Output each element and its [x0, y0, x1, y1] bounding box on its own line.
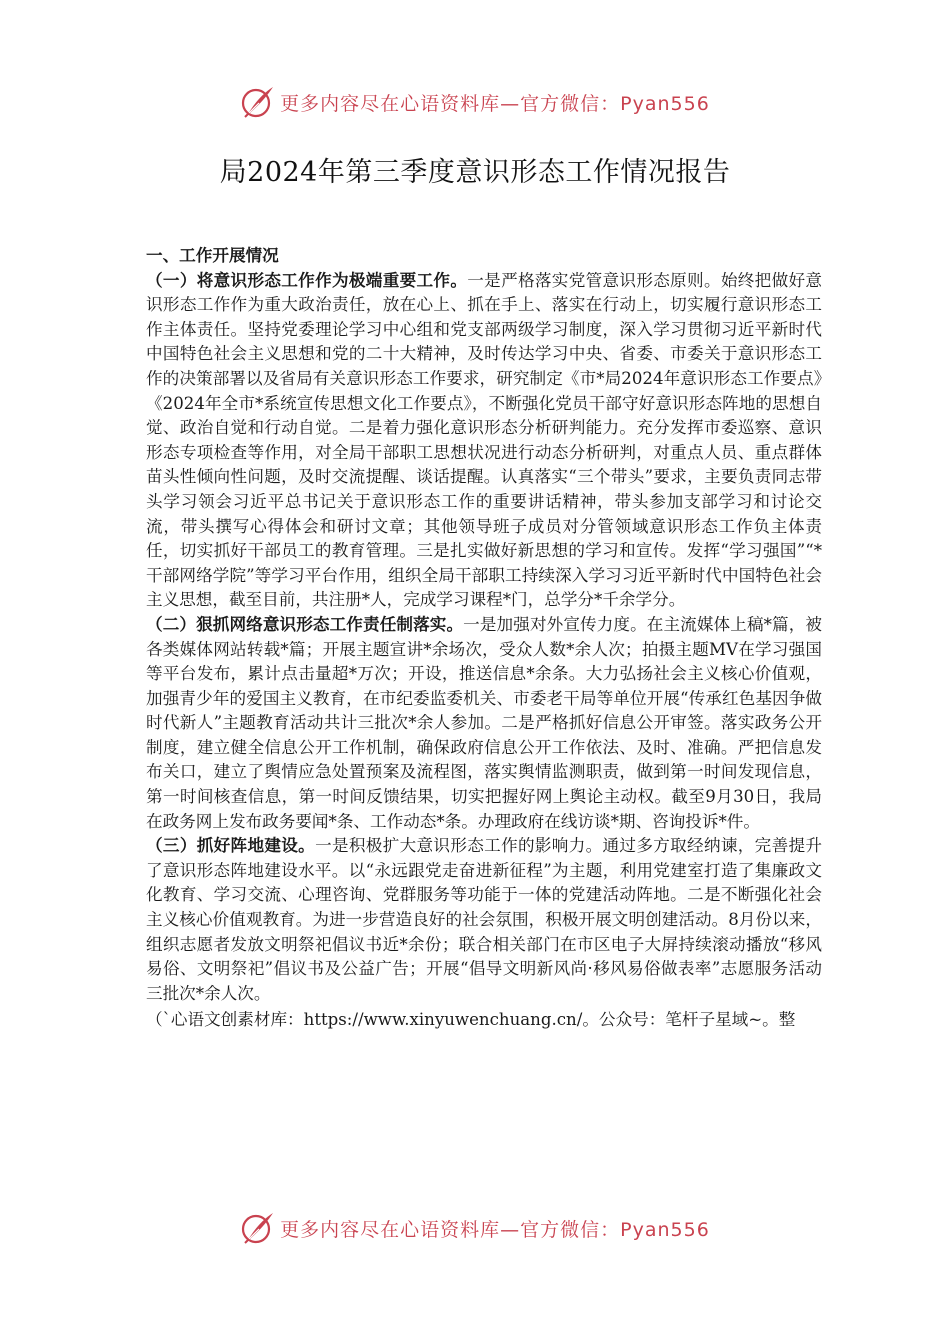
paragraph-3-lead: （三）抓好阵地建设。	[146, 836, 316, 856]
footer-watermark-banner	[0, 1208, 950, 1248]
quill-pen-logo-icon	[240, 1210, 276, 1246]
banner-text: 更多内容尽在心语资料库—官方微信：Pyan556	[280, 1218, 710, 1241]
paragraph-1-lead: （一）将意识形态工作作为极端重要工作。	[146, 270, 468, 290]
document-body	[146, 244, 822, 1033]
paragraph-3-text: 一是积极扩大意识形态工作的影响力。通过多方取经纳谏，完善提升了意识形态阵地建设水平。以“永远跟党走奋进新征程”为主题，利用党建室打造了集廉政文化教育、学习交流、心理咨询、党群服务等功能于一体的党建活动阵地。二是不断强化社会主义核心价值观教育。为进一步营造良好的社会氛围，积极开展文明创建活动。8月份以来，组织志愿者发放文明祭祀倡议书近*余份；联合相关部门在市区电子大屏持续滚动播放“移风易俗、文明祭祀”倡议书及公益广告；开展“倡导文明新风尚·移风易俗做表率”志愿服务活动三批次*余人次。	[146, 836, 822, 1003]
source-note: （`心语文创素材库：https://www.xinyuwenchuang.cn/。公众号：笔杆子星域~。整	[146, 1010, 796, 1030]
section-heading: 一、工作开展情况	[146, 246, 279, 265]
paragraph-2-text: 一是加强对外宣传力度。在主流媒体上稿*篇，被各类媒体网站转载*篇；开展主题宣讲*余场次，受众人数*余人次；拍摄主题MV在学习强国等平台发布，累计点击量超*万次；开设，推送信息*余条。大力弘扬社会主义核心价值观，加强青少年的爱国主义教育，在市纪委监委机关、市委老干局等单位开展“传承红色基因争做时代新人”主题教育活动共计三批次*余人参加。二是严格抓好信息公开审签。落实政务公开制度，建立健全信息公开工作机制，确保政府信息公开工作依法、及时、准确。严把信息发布关口，建立了舆情应急处置预案及流程图，落实舆情监测职责，做到第一时间发现信息，第一时间核查信息，第一时间反馈结果，切实把握好网上舆论主动权。截至9月30日，我局在政务网上发布政务要闻*条、工作动态*条。办理政府在线访谈*期、咨询投诉*件。	[146, 614, 823, 831]
banner-text: 更多内容尽在心语资料库—官方微信：Pyan556	[280, 92, 710, 115]
paragraph-1-text: 一是严格落实党管意识形态原则。始终把做好意识形态工作作为重大政治责任，放在心上、抓在手上、落实在行动上，切实履行意识形态工作主体责任。坚持党委理论学习中心组和党支部两级学习制度，深入学习贯彻习近平新时代中国特色社会主义思想和党的二十大精神，及时传达学习中央、省委、市委关于意识形态工作的决策部署以及省局有关意识形态工作要求，研究制定《市*局2024年意识形态工作要点》《2024年全市*系统宣传思想文化工作要点》，不断强化党员干部守好意识形态阵地的思想自觉、政治自觉和行动自觉。二是着力强化意识形态分析研判能力。充分发挥市委巡察、意识形态专项检查等作用，对全局干部职工思想状况进行动态分析研判，对重点人员、重点群体苗头性倾向性问题，及时交流提醒、谈话提醒。认真落实“三个带头”要求，主要负责同志带头学习领会习近平总书记关于意识形态工作的重要讲话精神，带头参加支部学习和讨论交流，带头撰写心得体会和研讨文章；其他领导班子成员对分管领域意识形态工作负主体责任，切实抓好干部员工的教育管理。三是扎实做好新思想的学习和宣传。发挥“学习强国”“*干部网络学院”等学习平台作用，组织全局干部职工持续深入学习习近平新时代中国特色社会主义思想，截至目前，共注册*人，完成学习课程*门，总学分*千余学分。	[146, 270, 822, 610]
document-title: 局2024年第三季度意识形态工作情况报告	[219, 157, 731, 188]
paragraph-2-lead: （二）狠抓网络意识形态工作责任制落实。	[146, 614, 464, 634]
quill-pen-logo-icon	[240, 84, 276, 120]
paragraph-2	[146, 613, 822, 834]
paragraph-3	[146, 834, 822, 1006]
header-watermark-banner	[0, 82, 950, 122]
paragraph-1	[146, 269, 822, 613]
